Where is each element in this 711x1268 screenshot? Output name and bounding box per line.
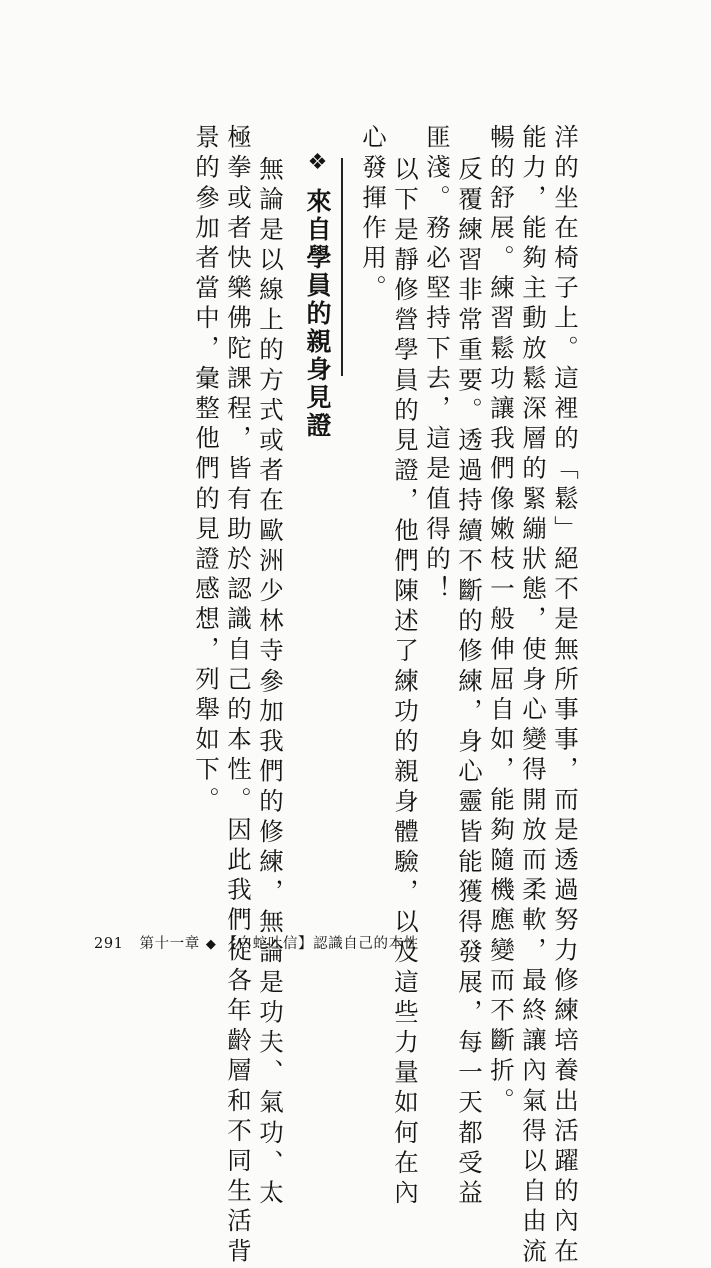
chapter-title: 【白蛇吐信】認識自己的本性 (222, 936, 419, 952)
text-column-3: 暢的舒展。練習鬆功讓我們像嫩枝一般伸屈自如，能夠隨機應變而不斷折。 (487, 124, 516, 1118)
text-column-10: 景的參加者當中，彙整他們的見證感想，列舉如下。 (192, 124, 221, 817)
section-heading (300, 150, 334, 440)
text-column-4: 反覆練習非常重要。透過持續不斷的修練，身心靈皆能獲得發展，每一天都受益 (455, 156, 484, 1210)
section-heading-title: 來自學員的親身見證 (303, 188, 332, 440)
diamond-separator-icon: ◆ (205, 937, 217, 952)
chapter-label: 第十一章 (139, 936, 200, 952)
page-number: 291 (94, 936, 124, 952)
heading-divider (341, 158, 343, 376)
text-column-9: 極拳或者快樂佛陀課程，皆有助於認識自己的本性。因此我們從各年齡層和不同生活背 (224, 124, 253, 1268)
page-footer (94, 932, 419, 953)
text-column-1: 洋的坐在椅子上。這裡的「鬆」絕不是無所事事，而是透過努力修練培養出活躍的內在 (551, 124, 580, 1268)
text-column-8: 無論是以線上的方式或者在歐洲少林寺參加我們的修練，無論是功夫、氣功、太 (256, 156, 285, 1210)
text-column-5: 匪淺。務必堅持下去，這是值得的！ (423, 124, 452, 606)
text-column-6: 以下是靜修營學員的見證，他們陳述了練功的親身體驗，以及這些力量如何在內 (391, 156, 420, 1210)
text-column-2: 能力，能夠主動放鬆深層的緊繃狀態，使身心變得開放而柔軟，最終讓內氣得以自由流 (519, 124, 548, 1268)
text-column-7: 心發揮作用。 (359, 124, 388, 305)
diamond-bullet-icon: ❖ (305, 150, 330, 178)
